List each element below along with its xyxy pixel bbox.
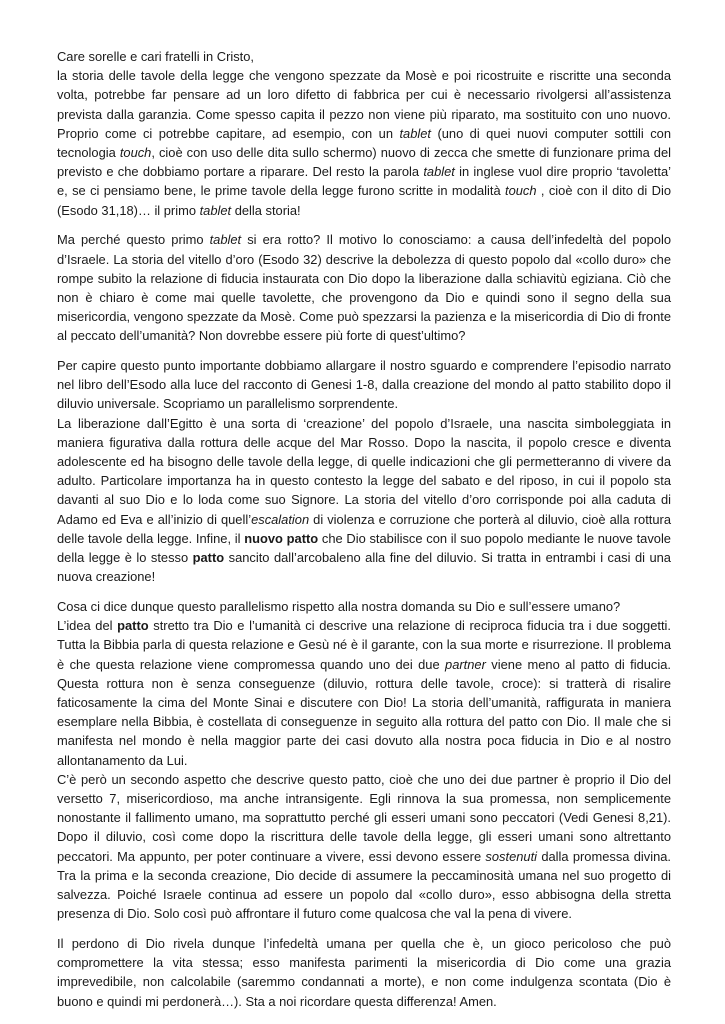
italic-text: tablet (209, 232, 242, 248)
text-run: di violenza e corruzione che porterà al diluvio, cioè alla rottura delle tavole della legge. Infine, il (57, 511, 671, 546)
text-run: viene meno al patto di fiducia. Questa rottura non è senza conseguenze (diluvio, rottura delle tavole, croce): si tratterà di risalire faticosamente la cima del Monte Sinai e discutere con Dio! La storia dell’umanità, raffigurata in maniera esemplare nella Bibbia, è costellata di conseguenze in seguito alla rottura del patto con Dio. Il male che si manifesta nel mondo è nella maggior parte dei casi dovuto alla nostra poca fiducia in Dio e al nostro allontanamento da Lui. (57, 656, 671, 768)
text-block (57, 66, 671, 220)
text-run: Cosa ci dice dunque questo parallelismo rispetto alla nostra domanda su Dio e sull’essere umano? (57, 598, 621, 614)
text-run: Care sorelle e cari fratelli in Cristo, (57, 49, 255, 64)
italic-text: tablet (399, 125, 431, 141)
paragraph (57, 934, 671, 1011)
text-run: sancito dall’arcobaleno alla fine del diluvio. Si tratta in entrambi i casi di una nuova creazione! (57, 550, 671, 585)
text-block (57, 597, 671, 616)
text-block (57, 414, 671, 587)
italic-text: escalation (251, 511, 310, 527)
italic-text: sostenuti (485, 848, 538, 864)
text-block (57, 356, 671, 414)
text-run: Il perdono di Dio rivela dunque l’infedeltà umana per quella che è, un gioco pericoloso che può compromettere la vita stessa; esso manifesta parimenti la misericordia di Dio come una grazia imprevedibile, non calcolabile (saremmo condannati a morte), e non come indulgenza scontata (Dio è buono e quindi mi perdonerà…). Sta a noi ricordare questa differenza! Amen. (57, 935, 671, 1009)
text-block (57, 934, 671, 1011)
text-run: dalla promessa divina. Tra la prima e la seconda creazione, Dio decide di assumere la peccaminosità umana nel suo progetto di salvezza. Poiché Israele continua ad essere un popolo dal «collo duro», esso abbisogna della stretta presenza di Dio. Solo così può affrontare il futuro come qualcosa che val la pena di vivere. (57, 848, 671, 922)
italic-text: partner (445, 656, 486, 672)
text-run: , cioè con uso delle dita sullo schermo) nuovo di zecca che smette di funzionare prima del previsto e che dobbiamo portare a riparare. Del resto la parola (57, 145, 671, 180)
text-run: Ma perché questo primo (57, 232, 210, 248)
italic-text: tablet (423, 164, 455, 180)
text-block (57, 616, 671, 770)
sermon-document (57, 47, 671, 1021)
text-run: si era rotto? Il motivo lo conosciamo: a causa dell’infedeltà del popolo d’Israele. La storia del vitello d’oro (Esodo 32) descrive la debolezza di questo popolo dal «collo duro» che rompe subito la relazione di fiducia instaurata con Dio dopo la liberazione dalla schiavitù egiziana. Ciò che non è chiaro è come mai quelle tavolette, che provengono da Dio e quindi sono il segno della sua misericordia, vengono spezzate da Mosè. Come può spezzarsi la pazienza e la misericordia di Dio di fronte al peccato dell’umanità? Non dovrebbe essere più forte di quest’ultimo? (57, 232, 671, 344)
italic-text: touch (505, 183, 537, 199)
text-run: La liberazione dall’Egitto è una sorta di ‘creazione’ del popolo d’Israele, una nascita simboleggiata in maniera figurativa dalla rottura delle acque del Mar Rosso. Dopo la nascita, il popolo cresce e diventa adolescente ed ha bisogno delle tavole della legge, di quelle indicazioni che gli permetteranno di vivere da adulto. Particolare importanza ha in questo contesto la legge del sabato e del riposo, in cui il popolo sta davanti al suo Dio e lo loda come suo Signore. La storia del vitello d’oro corrisponde poi alla caduta di Adamo ed Eva e all’inizio di quell’ (57, 415, 671, 527)
text-run: della storia! (231, 202, 301, 218)
text-run: in inglese vuol dire proprio ‘tavoletta’ e, se ci pensiamo bene, le prime tavole della legge furono scritte in modalità (57, 164, 671, 199)
text-run: , cioè con il dito di Dio (Esodo 31,18)… il primo (57, 183, 671, 218)
text-run: Per capire questo punto importante dobbiamo allargare il nostro sguardo e comprendere l’episodio narrato nel libro dell’Esodo alla luce del racconto di Genesi 1-8, dalla creazione del mondo al patto stabilito dopo il diluvio universale. Scopriamo un parallelismo sorprendente. (57, 358, 671, 412)
bold-text: patto (192, 550, 225, 566)
text-run: C’è però un secondo aspetto che descrive questo patto, cioè che uno dei due partner è proprio il Dio del versetto 7, misericordioso, ma anche intransigente. Egli rinnova la sua promessa, non semplicemente nonostante il fallimento umano, ma soprattutto perché gli esseri umani sono peccatori (Vedi Genesi 8,21). Dopo il diluvio, così come dopo la riscrittura delle tavole della legge, gli esseri umani sono altrettanto peccatori. Ma appunto, per poter continuare a vivere, essi devono essere (57, 771, 671, 864)
text-block (57, 770, 671, 924)
text-run: L’idea del (57, 618, 118, 634)
text-run: la storia delle tavole della legge che vengono spezzate da Mosè e poi ricostruite e riscritte una seconda volta, potrebbe far pensare ad un loro difetto di fabbrica per cui è necessario rivolgersi all’assistenza prevista dalla garanzia. Come spesso capita il pezzo non viene più riparato, ma sostituito con uno nuovo. Proprio come ci potrebbe capitare, ad esempio, con un (57, 68, 671, 141)
paragraph (57, 230, 671, 345)
bold-text: nuovo patto (244, 530, 319, 546)
paragraph (57, 597, 671, 923)
text-run: (uno di quei nuovi computer sottili con tecnologia (57, 125, 671, 161)
italic-text: tablet (199, 202, 232, 218)
text-run: che Dio stabilisce con il suo popolo mediante le nuove tavole della legge è lo stesso (57, 530, 671, 566)
text-block (57, 47, 671, 66)
italic-text: touch (119, 145, 152, 161)
paragraph (57, 47, 671, 220)
text-run: stretto tra Dio e l’umanità ci descrive una relazione di reciproca fiducia tra i due soggetti. Tutta la Bibbia parla di questa relazione e Gesù né è il garante, con la sua morte e risurrezione. Il problema è che questa relazione viene compromessa quando uno dei due (57, 618, 671, 672)
paragraph (57, 356, 671, 586)
text-block (57, 230, 671, 345)
bold-text: patto (117, 618, 149, 634)
